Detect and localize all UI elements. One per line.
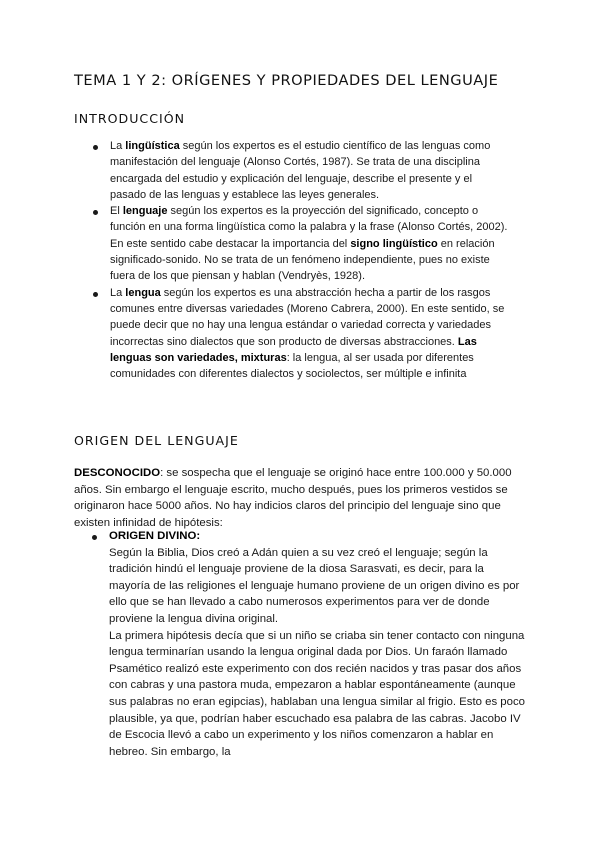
term-bold: lenguaje (122, 205, 168, 218)
origen-divino-label: ORIGEN DIVINO: (109, 530, 201, 542)
page-title: TEMA 1 Y 2: ORÍGENES Y PROPIEDADES DEL LENGUAJE (74, 72, 499, 89)
list-item: El lenguaje según los expertos es la proyección del significado, concepto o función en una forma lingüística como la palabra y la frase (Alonso Cortés, 2002). En este sentido cabe destacar la importancia del signo lingüístico en relación significado-sonido. No se trata de un fenómeno independiente, pues no existe fuera de los que piensan y hablan (Vendryès, 1928). (110, 203, 510, 284)
term-bold: signo lingüístico (350, 237, 438, 250)
term-bold: lengua (125, 286, 161, 299)
lead-bold: DESCONOCIDO (74, 467, 161, 479)
divino-paragraph-2: La primera hipótesis decía que si un niño se criaba sin tener contacto con ninguna lengua terminarían usando la lengua original dada por Dios. Un faraón llamado Psamético realizó este experimento con dos recién nacidos y tras pasar dos años con cabras y una pastora muda, empezaron a hablar espontáneamente (aunque sus palabras no eran egipcias), hablaban una lengua similar al frigio. Esto es poco plausible, ya que, podrían haber escuchado esa palabra de las cabras. Jacobo IV de Escocia llevó a cabo un experimento y los niños comenzaron a hablar en hebreo. Sin embargo, la (109, 629, 526, 758)
origen-divino-list (109, 528, 525, 760)
section-heading-introduccion: INTRODUCCIÓN (74, 111, 186, 126)
list-item: La lengua según los expertos es una abstracción hecha a partir de los rasgos comunes entre diversas variedades (Moreno Cabrera, 2000). En este sentido, se puede decir que no hay una lengua estándar o variedad correcta y variedades incorrectas sino dialectos que son producto de diversas abstracciones. Las lenguas son variedades, mixturas: la lengua, al ser usada por diferentes comunidades con diferentes dialectos y sociolectos, ser múltiple e infinita (110, 285, 510, 383)
divino-paragraph-1: Según la Biblia, Dios creó a Adán quien a su vez creó el lenguaje; según la tradición hindú el lenguaje proviene de la diosa Sarasvati, es decir, para la mayoría de las religiones el lenguaje humano proviene de un origen divino es por ello que se han llevado a cabo numerosos experimentos para ver de donde proviene la lengua divina original. (109, 546, 520, 625)
list-item (109, 528, 525, 760)
introduccion-list (110, 138, 510, 382)
list-item: La lingüística según los expertos es el estudio científico de las lenguas como manifestación del lenguaje (Alonso Cortés, 1987). Se trata de una disciplina encargada del estudio y explicación del lenguaje, describe el presente y el pasado de las lenguas y establece las leyes generales. (110, 138, 510, 203)
term-bold: Las lenguas son variedades, mixturas (110, 335, 477, 364)
origen-intro-paragraph: DESCONOCIDO: se sospecha que el lenguaje se originó hace entre 100.000 y 50.000 años. Sin embargo el lenguaje escrito, mucho después, pues los primeros vestidos se originaron hace 5000 años. No hay indicios claros del principio del lenguaje sino que existen infinidad de hipótesis: (74, 467, 512, 529)
term-bold: lingüística (125, 140, 180, 152)
section-heading-origen: ORIGEN DEL LENGUAJE (74, 433, 239, 448)
